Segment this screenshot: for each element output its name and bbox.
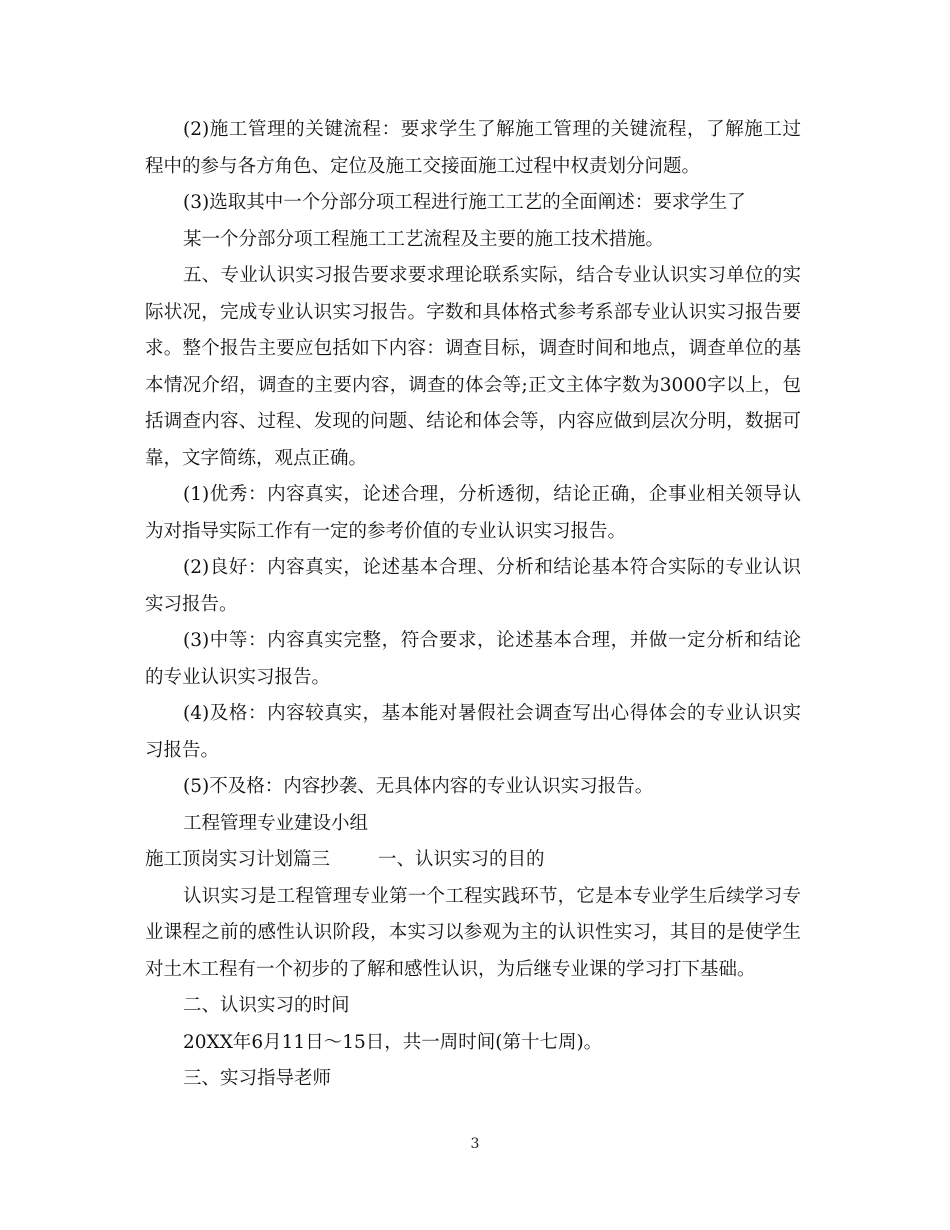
paragraph-craft-measures: 某一个分部分项工程施工工艺流程及主要的施工技术措施。 — [183, 228, 665, 250]
paragraph-construction-process: (2)施工管理的关键流程：要求学生了解施工管理的关键流程，了解施工过程中的参与各方角色、定位及施工交接面施工过程中权责划分问题。 — [145, 119, 801, 177]
paragraph-grade-excellent: (1)优秀：内容真实，论述合理，分析透彻，结论正确，企事业相关领导认为对指导实际工作有一定的参考价值的专业认识实习报告。 — [145, 484, 801, 542]
paragraph-internship-purpose: 认识实习是工程管理专业第一个工程实践环节，它是本专业学生后续学习专业课程之前的感性认识阶段，本实习以参观为主的认识性实习，其目的是使学生对土木工程有一个初步的了解和感性认识，为后继专业课的学习打下基础。 — [145, 885, 801, 980]
section-heading-line — [145, 842, 801, 879]
paragraph-grade-average: (3)中等：内容真实完整，符合要求，论述基本合理，并做一定分析和结论的专业认识实习报告。 — [145, 630, 801, 688]
section-heading-right: 一、认识实习的目的 — [378, 849, 545, 870]
paragraph-internship-time: 20XX年6月11日～15日，共一周时间(第十七周)。 — [183, 1031, 603, 1053]
paragraph-internship-time-heading: 二、认识实习的时间 — [183, 995, 350, 1016]
paragraph-grade-good: (2)良好：内容真实，论述基本合理、分析和结论基本符合实际的专业认识实习报告。 — [145, 557, 801, 615]
document-body — [145, 112, 801, 1098]
paragraph-grade-pass: (4)及格：内容较真实，基本能对暑假社会调查写出心得体会的专业认识实习报告。 — [145, 703, 801, 761]
paragraph-grade-fail: (5)不及格：内容抄袭、无具体内容的专业认识实习报告。 — [183, 776, 654, 797]
page-number: 3 — [470, 1136, 480, 1152]
paragraph-construction-craft: (3)选取其中一个分部分项工程进行施工工艺的全面阐述：要求学生了 — [183, 192, 746, 213]
paragraph-instructor-heading: 三、实习指导老师 — [183, 1068, 332, 1089]
paragraph-signature-group: 工程管理专业建设小组 — [183, 812, 369, 834]
section-heading-left: 施工顶岗实习计划篇三 — [145, 849, 331, 870]
paragraph-report-requirements: 五、专业认识实习报告要求要求理论联系实际，结合专业认识实习单位的实际状况，完成专业认识实习报告。字数和具体格式参考系部专业认识实习报告要求。整个报告主要应包括如下内容：调查目标，调查时间和地点，调查单位的基本情况介绍，调查的主要内容，调查的体会等;正文主体字数为3000字以上，包括调查内容、过程、发现的问题、结论和体会等，内容应做到层次分明，数据可靠，文字简练，观点正确。 — [145, 265, 801, 469]
